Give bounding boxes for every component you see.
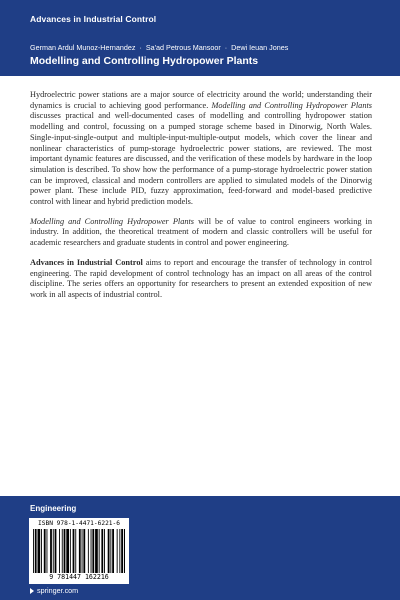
author-name: Dewi Ieuan Jones bbox=[231, 43, 289, 52]
barcode-bar bbox=[121, 529, 123, 573]
barcode-bar bbox=[92, 529, 94, 573]
barcode-bar bbox=[55, 529, 57, 573]
barcode-bar bbox=[38, 529, 41, 573]
blurb-text bbox=[30, 90, 372, 310]
barcode-bar bbox=[59, 529, 60, 573]
barcode-bar bbox=[101, 529, 103, 573]
barcode-bar bbox=[124, 529, 125, 573]
barcode-bar bbox=[95, 529, 98, 573]
author-name: Sa'ad Petrous Mansoor bbox=[145, 43, 221, 52]
barcode-bar bbox=[70, 529, 71, 573]
book-title: Modelling and Controlling Hydropower Plants bbox=[30, 55, 259, 67]
blurb-paragraph-3 bbox=[30, 258, 372, 301]
barcode-bar bbox=[41, 529, 42, 573]
barcode-bar bbox=[112, 529, 114, 573]
barcode-bar bbox=[108, 529, 110, 573]
barcode-bar bbox=[44, 529, 46, 573]
barcode-bar bbox=[110, 529, 111, 573]
author-list bbox=[30, 43, 288, 52]
series-title: Advances in Industrial Control bbox=[30, 14, 157, 24]
author-separator: · bbox=[224, 43, 228, 52]
barcode-image bbox=[33, 529, 125, 573]
barcode-bar bbox=[62, 529, 63, 573]
barcode-bar bbox=[82, 529, 83, 573]
blurb-text-run: will be of value to control engineers working in industry. In addition, the theoretical treatment of modern and classic controllers will be useful for academic researchers and graduate students in control and power engineering. bbox=[30, 216, 372, 248]
series-name-bold: Advances in Industrial Control bbox=[30, 257, 143, 267]
website-label: springer.com bbox=[37, 586, 79, 595]
book-title-italic: Modelling and Controlling Hydropower Plants bbox=[30, 216, 195, 226]
barcode-bar bbox=[50, 529, 52, 573]
barcode-bar bbox=[75, 529, 76, 573]
barcode-bar bbox=[33, 529, 34, 573]
barcode-bar bbox=[35, 529, 37, 573]
author-name: German Ardul Munoz-Hernandez bbox=[30, 43, 136, 52]
barcode-number: 9 781447 162216 bbox=[49, 573, 109, 581]
isbn-label: ISBN 978-1-4471-6221-6 bbox=[38, 520, 120, 527]
barcode-bar bbox=[53, 529, 54, 573]
book-title-italic: Modelling and Controlling Hydropower Plants bbox=[211, 100, 372, 110]
blurb-text-run: Hydroelectric power stations are a major source of electricity around the world; understanding their dynamics is crucial to achieving good performance. bbox=[30, 90, 372, 110]
barcode-bar bbox=[73, 529, 75, 573]
barcode-bar bbox=[104, 529, 105, 573]
arrow-right-icon bbox=[30, 588, 34, 594]
barcode-bar bbox=[83, 529, 85, 573]
blurb-text-run: discusses practical and well-documented cases of modelling and controlling hydropower station modelling and control, focussing on a pumped storage scheme based in Dinorwig, North Wales. Single-input-single-output and multiple-input-multiple-output models, which cover the linear and nonlinear characteristics of pump-storage hydroelectric power stations, are reviewed. The most important dynamic features are discussed, and the verification of these models by hardware in the loop simulation is described. To show how the performance of a pump-storage hydroelectric power station can be improved, classical and modern controllers are applied to simulated models of the Dinorwig power plant. These include PID, fuzzy approximation, feed-forward and model-based predictive control with linear and hybrid prediction models. bbox=[30, 111, 372, 207]
blurb-paragraph-2 bbox=[30, 217, 372, 249]
barcode-panel bbox=[29, 518, 129, 584]
barcode-bar bbox=[99, 529, 100, 573]
barcode-bar bbox=[88, 529, 89, 573]
barcode-bar bbox=[119, 529, 120, 573]
barcode-bar bbox=[79, 529, 81, 573]
barcode-bar bbox=[64, 529, 66, 573]
discipline-label: Engineering bbox=[30, 504, 77, 513]
barcode-bar bbox=[66, 529, 69, 573]
header-band bbox=[0, 0, 400, 76]
blurb-paragraph-1 bbox=[30, 90, 372, 208]
barcode-bar bbox=[117, 529, 118, 573]
footer-band bbox=[0, 496, 400, 600]
website-link[interactable] bbox=[30, 586, 78, 595]
barcode-bar bbox=[91, 529, 92, 573]
blurb-text-run: aims to report and encourage the transfer of technology in control engineering. The rapid development of control technology has an impact on all areas of the control discipline. The series offers an opportunity for researchers to present an extended exposition of new work in all aspects of industrial control. bbox=[30, 257, 372, 299]
barcode-bar bbox=[47, 529, 48, 573]
author-separator: · bbox=[139, 43, 142, 52]
